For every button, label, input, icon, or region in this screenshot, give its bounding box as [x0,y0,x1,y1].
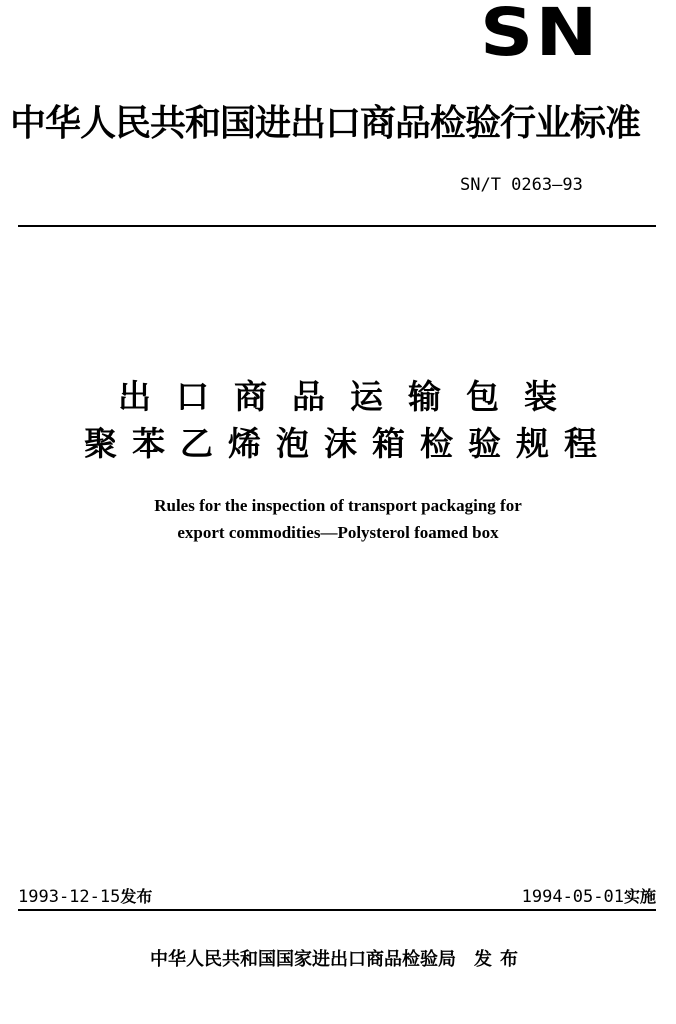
issuer-name: 中华人民共和国国家进出口商品检验局 [150,949,456,970]
effective-date [522,886,656,908]
issue-date-value: 1993-12-15 [18,887,121,907]
title-en-line-2: export commodities—Polysterol foamed box [177,523,499,542]
effective-date-value: 1994-05-01 [521,887,624,907]
bottom-divider [18,909,656,911]
standard-number: SN/T 0263—93 [460,175,583,195]
title-cn-line-2: 聚苯乙烯泡沫箱检验规程 [84,424,612,463]
issuer-action: 发布 [474,949,526,970]
issuing-authority [0,948,676,972]
top-divider [18,225,656,227]
sn-logo: SN [480,0,600,71]
title-en-line-1: Rules for the inspection of transport packaging for [154,496,522,515]
industry-standard-title: 中华人民共和国进出口商品检验行业标准 [10,103,641,144]
issue-date-suffix: 发布 [120,887,153,906]
title-cn-line-1: 出口商品运输包装 [118,377,582,416]
issue-date [18,886,152,908]
effective-date-suffix: 实施 [623,887,656,906]
